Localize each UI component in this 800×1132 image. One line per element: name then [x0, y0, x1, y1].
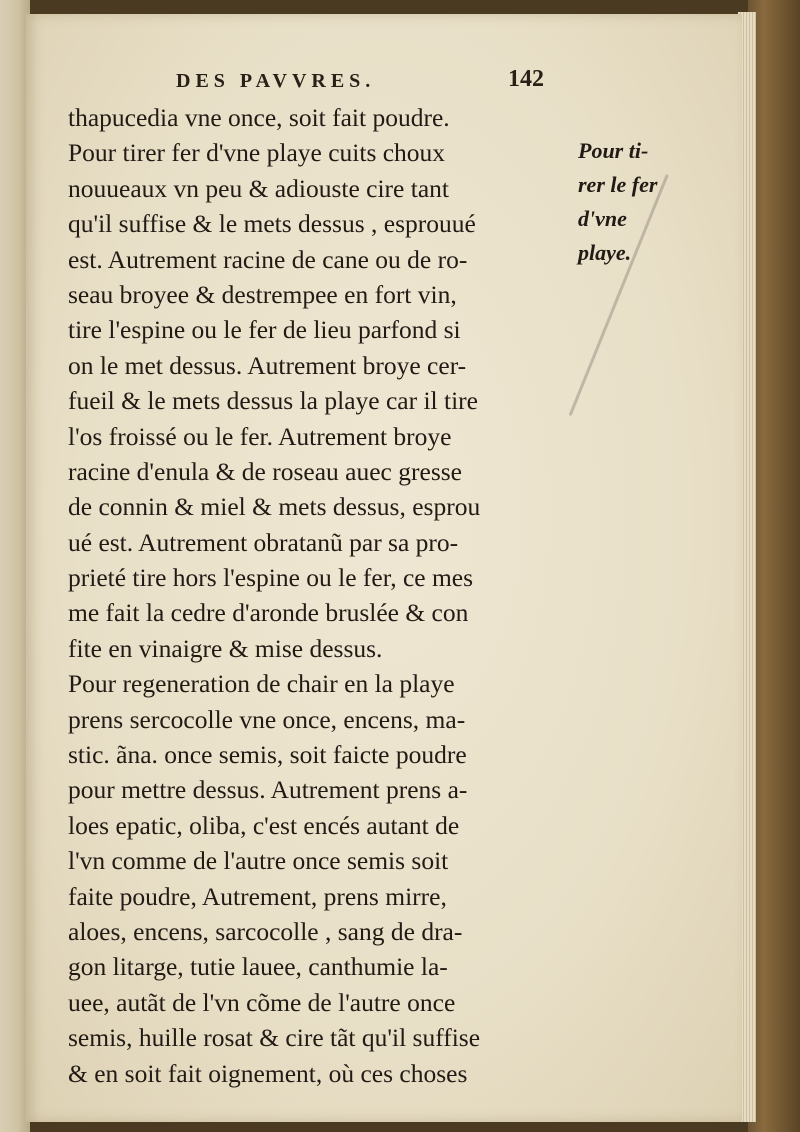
text-line: racine d'enula & de roseau auec gresse	[68, 456, 462, 486]
text-line: aloes, encens, sarcocolle , sang de dra-	[68, 916, 463, 946]
text-line: stic. ãna. once semis, soit faicte poudre	[68, 740, 467, 770]
text-line: qu'il suffise & le mets dessus , esprouué	[68, 209, 476, 239]
text-line: uee, autãt de l'vn cõme de l'autre once	[68, 987, 456, 1017]
text-line: loes epatic, oliba, c'est encés autant de	[68, 810, 460, 840]
text-line: de connin & miel & mets dessus, esprou	[68, 492, 481, 522]
running-head: DES PAVVRES.	[176, 70, 376, 92]
text-line: pour mettre dessus. Autrement prens a-	[68, 775, 468, 805]
margin-note-line: playe.	[578, 240, 632, 265]
margin-note-line: rer le fer	[578, 172, 658, 197]
text-line: tire l'espine ou le fer de lieu parfond si	[68, 315, 461, 345]
page-number: 142	[508, 66, 544, 92]
text-line: faite poudre, Autrement, prens mirre,	[68, 881, 447, 911]
text-line: prens sercocolle vne once, encens, ma-	[68, 704, 466, 734]
text-line: on le met dessus. Autrement broye cer-	[68, 350, 467, 380]
body-text	[68, 100, 568, 1091]
text-line: fite en vinaigre & mise dessus.	[68, 633, 383, 663]
text-line: ué est. Autrement obratanũ par sa pro-	[68, 527, 459, 557]
margin-note-line: d'vne	[578, 206, 627, 231]
text-line: fueil & le mets dessus la playe car il tire	[68, 386, 478, 416]
text-line: est. Autrement racine de cane ou de ro-	[68, 244, 468, 274]
text-line: thapucedia vne once, soit fait poudre.	[68, 103, 450, 132]
text-line: l'vn comme de l'autre once semis soit	[68, 846, 449, 876]
text-line: Pour regeneration de chair en la playe	[68, 669, 455, 699]
text-line: prieté tire hors l'espine ou le fer, ce mes	[68, 563, 474, 593]
text-line: gon litarge, tutie lauee, canthumie la-	[68, 952, 448, 982]
text-line: seau broyee & destrempee en fort vin,	[68, 279, 457, 309]
text-line: l'os froissé ou le fer. Autrement broye	[68, 421, 452, 451]
margin-note-line: Pour ti-	[578, 138, 649, 163]
text-line: semis, huille rosat & cire tãt qu'il suffise	[68, 1023, 481, 1053]
text-line: nouueaux vn peu & adiouste cire tant	[68, 173, 449, 203]
text-line: Pour tirer fer d'vne playe cuits choux	[68, 138, 446, 168]
text-line: me fait la cedre d'aronde bruslée & con	[68, 598, 469, 628]
text-line: & en soit fait oignement, où ces choses	[68, 1058, 468, 1088]
margin-note	[578, 134, 657, 270]
